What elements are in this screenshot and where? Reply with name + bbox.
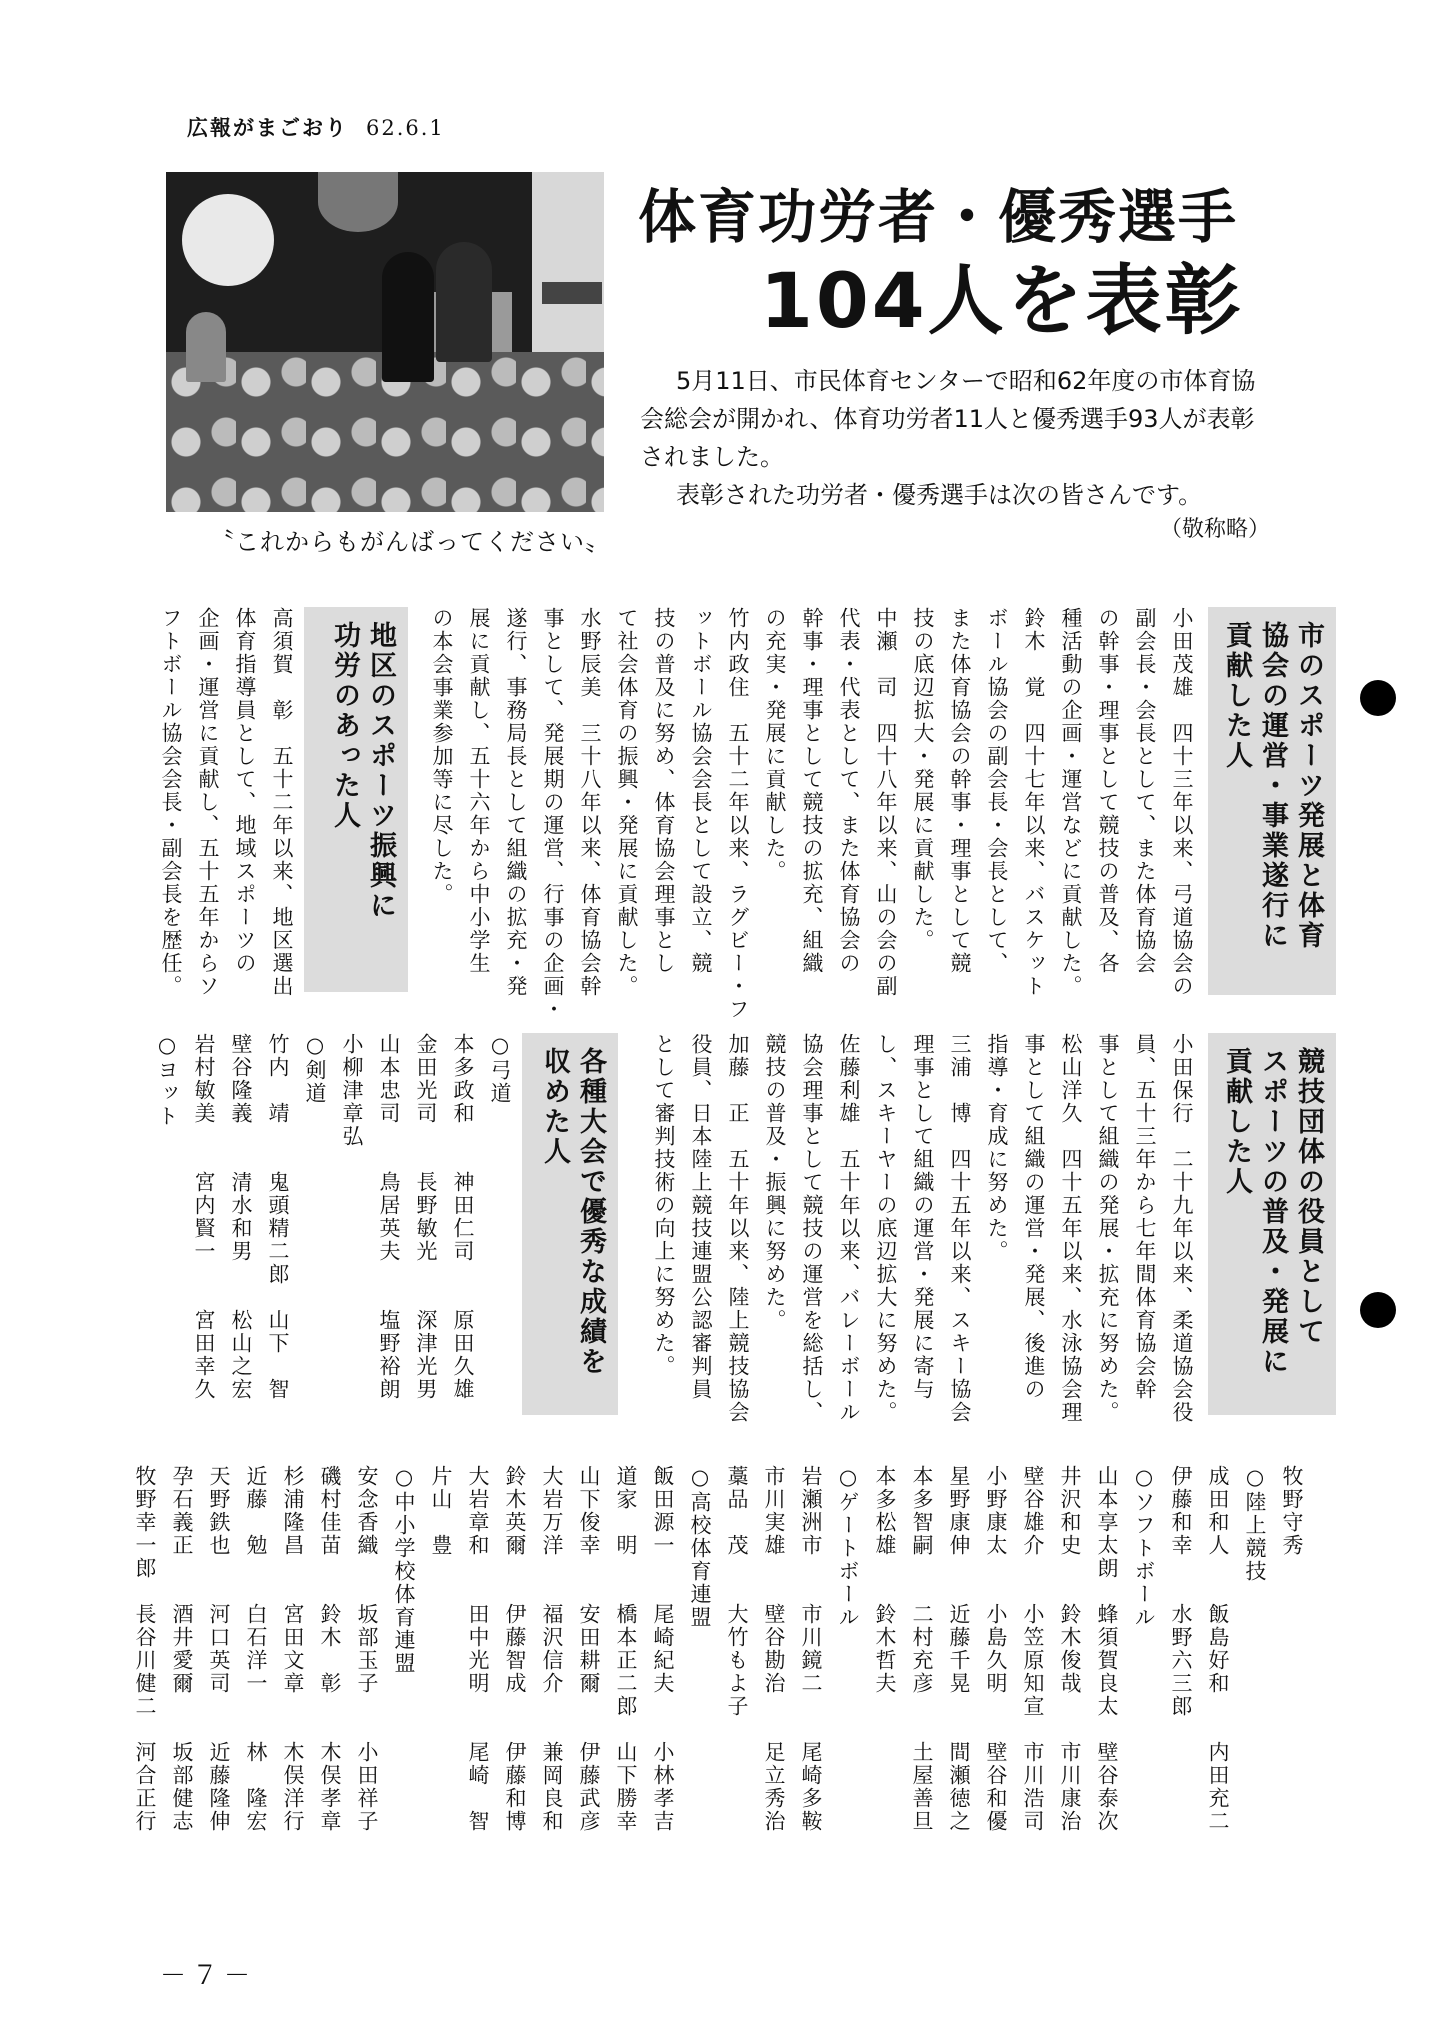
entry-line: 事として、発展期の運営、行事の企画・ (541, 607, 565, 1021)
entry-line: 種活動の企画・運営などに貢献した。 (1059, 607, 1083, 998)
entry-line: 井沢和史 鈴木俊哉 市川康治 (1058, 1465, 1082, 1833)
entry-line: 孕石義正 酒井愛爾 坂部健志 (170, 1465, 194, 1833)
publication-date: 62.6.1 (366, 116, 445, 140)
entry-line: 三浦 博 四十五年以来、スキー協会 (948, 1033, 972, 1424)
section-heading-tournaments: 各種大会で優秀な成績を 収めた人 (522, 1033, 618, 1415)
entry-line: 技の底辺拡大・発展に貢献した。 (911, 607, 935, 952)
entries-athletes (133, 1465, 1310, 1865)
entry-line: の幹事・理事として競技の普及、各 (1096, 607, 1120, 975)
entry-line: 競技の普及・振興に努めた。 (763, 1033, 787, 1332)
entry-line: 星野康伸 近藤千晃 間瀬徳之 (947, 1465, 971, 1833)
entry-line: 成田和人 飯島好和 内田充二 (1206, 1465, 1230, 1833)
entry-line: 岩瀬洲市 市川鏡二 尾崎多鞍 (799, 1465, 823, 1833)
entry-line: 体育指導員として、地域スポーツの (233, 607, 257, 975)
entry-line: 水野辰美 三十八年以来、体育協会幹 (578, 607, 602, 998)
entry-line: 安念香織 坂部玉子 小田祥子 (355, 1465, 379, 1833)
entry-line: 小柳津章弘 (340, 1033, 364, 1148)
entry-line: 員、五十三年から七年間体育協会幹 (1133, 1033, 1157, 1401)
entry-line: 幹事・理事として競技の拡充、組織 (800, 607, 824, 975)
entry-line: 飯田源一 尾崎紀夫 小林孝吉 (651, 1465, 675, 1833)
entry-line: 協会理事として競技の運営を総括し、 (800, 1033, 824, 1424)
entry-line: 鈴木 覚 四十七年以来、バスケット (1022, 607, 1046, 998)
entry-line: 佐藤利雄 五十年以来、バレーボール (837, 1033, 861, 1424)
entry-line: 展に貢献し、五十六年から中小学生 (467, 607, 491, 975)
entry-line: 磯村佳苗 鈴木 彰 木俣孝章 (318, 1465, 342, 1833)
headline-line2: 104人を表彰 (760, 256, 1244, 345)
entry-line: 鈴木英爾 伊藤智成 伊藤和博 (503, 1465, 527, 1833)
entry-line: 道家 明 橋本正二郎 山下勝幸 (614, 1465, 638, 1833)
entry-line: 理事として組織の運営・発展に寄与 (911, 1033, 935, 1401)
honorific-note: （敬称略） (1160, 517, 1271, 542)
entries-tournaments (150, 1033, 518, 1423)
entry-line: ○ソフトボール (1132, 1465, 1156, 1629)
entry-line: 壁谷隆義 清水和男 松山之宏 (229, 1033, 253, 1401)
entry-line: 高須賀 彰 五十二年以来、地区選出 (270, 607, 294, 998)
entries-sports-orgs (620, 1033, 1200, 1424)
intro-paragraph-2: 表彰された功労者・優秀選手は次の皆さんです。 (676, 481, 1203, 509)
entry-line: 本多松雄 鈴木哲夫 (873, 1465, 897, 1695)
entry-line: ○高校体育連盟 (688, 1465, 712, 1629)
intro-paragraph-1: 5月11日、市民体育センターで昭和62年度の市体育協会総会が開かれ、体育功労者11人と優秀選手93人が表彰されました。 (640, 367, 1256, 471)
bullet-mark (1360, 680, 1396, 716)
entry-line: 本多智嗣 二村充彦 土屋善旦 (910, 1465, 934, 1833)
entries-city-sports (420, 607, 1200, 1021)
section-heading-sports-orgs: 競技団体の役員として スポーツの普及・発展に 貢献した人 (1208, 1033, 1336, 1415)
entry-line: 山本享太朗 蜂須賀良太 壁谷泰次 (1095, 1465, 1119, 1833)
section-heading-district-sports: 地区のスポーツ振興に 功労のあった人 (304, 607, 408, 992)
entry-line: 山本忠司 鳥居英夫 塩野裕朗 (377, 1033, 401, 1401)
entry-line: 山下俊幸 安田耕爾 伊藤武彦 (577, 1465, 601, 1833)
photo-caption: 〝これからもがんばってください〟 (210, 528, 610, 556)
entry-line: 杉浦隆昌 宮田文章 木俣洋行 (281, 1465, 305, 1833)
entry-line: 松山洋久 四十五年以来、水泳協会理 (1059, 1033, 1083, 1424)
entry-line: 金田光司 長野敏光 深津光男 (414, 1033, 438, 1401)
entry-line: 小田保行 二十九年以来、柔道協会役 (1170, 1033, 1194, 1424)
entry-line: 竹内 靖 鬼頭精二郎 山下 智 (266, 1033, 290, 1401)
entry-line: 役員、日本陸上競技連盟公認審判員 (689, 1033, 713, 1401)
page-number: －７－ (160, 1961, 257, 1991)
entry-line: 指導・育成に努めた。 (985, 1033, 1009, 1263)
bullet-mark (1360, 1292, 1396, 1328)
entry-line: 加藤 正 五十年以来、陸上競技協会 (726, 1033, 750, 1424)
entry-line: 藁品 茂 大竹もよ子 (725, 1465, 749, 1718)
entry-line: し、スキーヤーの底辺拡大に努めた。 (874, 1033, 898, 1424)
entry-line: 副会長・会長として、また体育協会 (1133, 607, 1157, 975)
entries-district-sports (150, 607, 300, 997)
entry-line: ○ヨット (155, 1033, 179, 1128)
ceremony-photo (166, 172, 604, 512)
publication-header (187, 112, 445, 142)
entry-line: 本多政和 神田仁司 原田久雄 (451, 1033, 475, 1401)
entry-line: ットボール協会会長として設立、競 (689, 607, 713, 975)
section-heading-city-sports: 市のスポーツ発展と体育 協会の運営・事業遂行に 貢献した人 (1208, 607, 1336, 995)
entry-line: として審判技術の向上に努めた。 (652, 1033, 676, 1378)
entry-line: 技の普及に努め、体育協会理事とし (652, 607, 676, 975)
entry-line: 伊藤和幸 水野六三郎 (1169, 1465, 1193, 1718)
entry-line: の充実・発展に貢献した。 (763, 607, 787, 883)
entry-line: ボール協会の副会長・会長として、 (985, 607, 1009, 975)
entry-line: 天野鉄也 河口英司 近藤隆伸 (207, 1465, 231, 1833)
entry-line: 大岩万洋 福沢信介 兼岡良和 (540, 1465, 564, 1833)
entry-line: ○ゲートボール (836, 1465, 860, 1629)
entry-line: 牧野守秀 (1280, 1465, 1304, 1557)
publication-name: 広報がまごおり (187, 116, 348, 140)
entry-line: 事として組織の運営・発展、後進の (1022, 1033, 1046, 1401)
entry-line: フトボール協会会長・副会長を歴任。 (159, 607, 183, 998)
entry-line: ○中小学校体育連盟 (392, 1465, 416, 1675)
entry-line: 事として組織の発展・拡充に努めた。 (1096, 1033, 1120, 1424)
entry-line: ○弓道 (488, 1033, 512, 1105)
entry-line: て社会体育の振興・発展に貢献した。 (615, 607, 639, 998)
entry-line: 岩村敏美 宮内賢一 宮田幸久 (192, 1033, 216, 1401)
entry-line: 近藤 勉 白石洋一 林 隆宏 (244, 1465, 268, 1833)
entry-line: ○陸上競技 (1243, 1465, 1267, 1583)
intro-text (640, 362, 1260, 514)
entry-line: 壁谷雄介 小笠原知宣 市川浩司 (1021, 1465, 1045, 1833)
entry-line: 遂行、事務局長として組織の拡充・発 (504, 607, 528, 998)
entry-line: の本会事業参加等に尽した。 (430, 607, 454, 906)
entry-line: 中瀬 司 四十八年以来、山の会の副 (874, 607, 898, 998)
entry-line: 大岩章和 田中光明 尾崎 智 (466, 1465, 490, 1833)
entry-line: 牧野幸一郎 長谷川健二 河合正行 (133, 1465, 157, 1833)
entry-line: 竹内政住 五十二年以来、ラグビー・フ (726, 607, 750, 1021)
entry-line: 市川実雄 壁谷勘治 足立秀治 (762, 1465, 786, 1833)
entry-line: ○剣道 (303, 1033, 327, 1105)
entry-line: 片山 豊 (429, 1465, 453, 1557)
entry-line: 代表・代表として、また体育協会の (837, 607, 861, 975)
entry-line: また体育協会の幹事・理事として競 (948, 607, 972, 975)
entry-line: 小野康太 小島久明 壁谷和優 (984, 1465, 1008, 1833)
entry-line: 企画・運営に貢献し、五十五年からソ (196, 607, 220, 998)
entry-line: 小田茂雄 四十三年以来、弓道協会の (1170, 607, 1194, 998)
headline-line1: 体育功労者・優秀選手 (638, 183, 1239, 251)
